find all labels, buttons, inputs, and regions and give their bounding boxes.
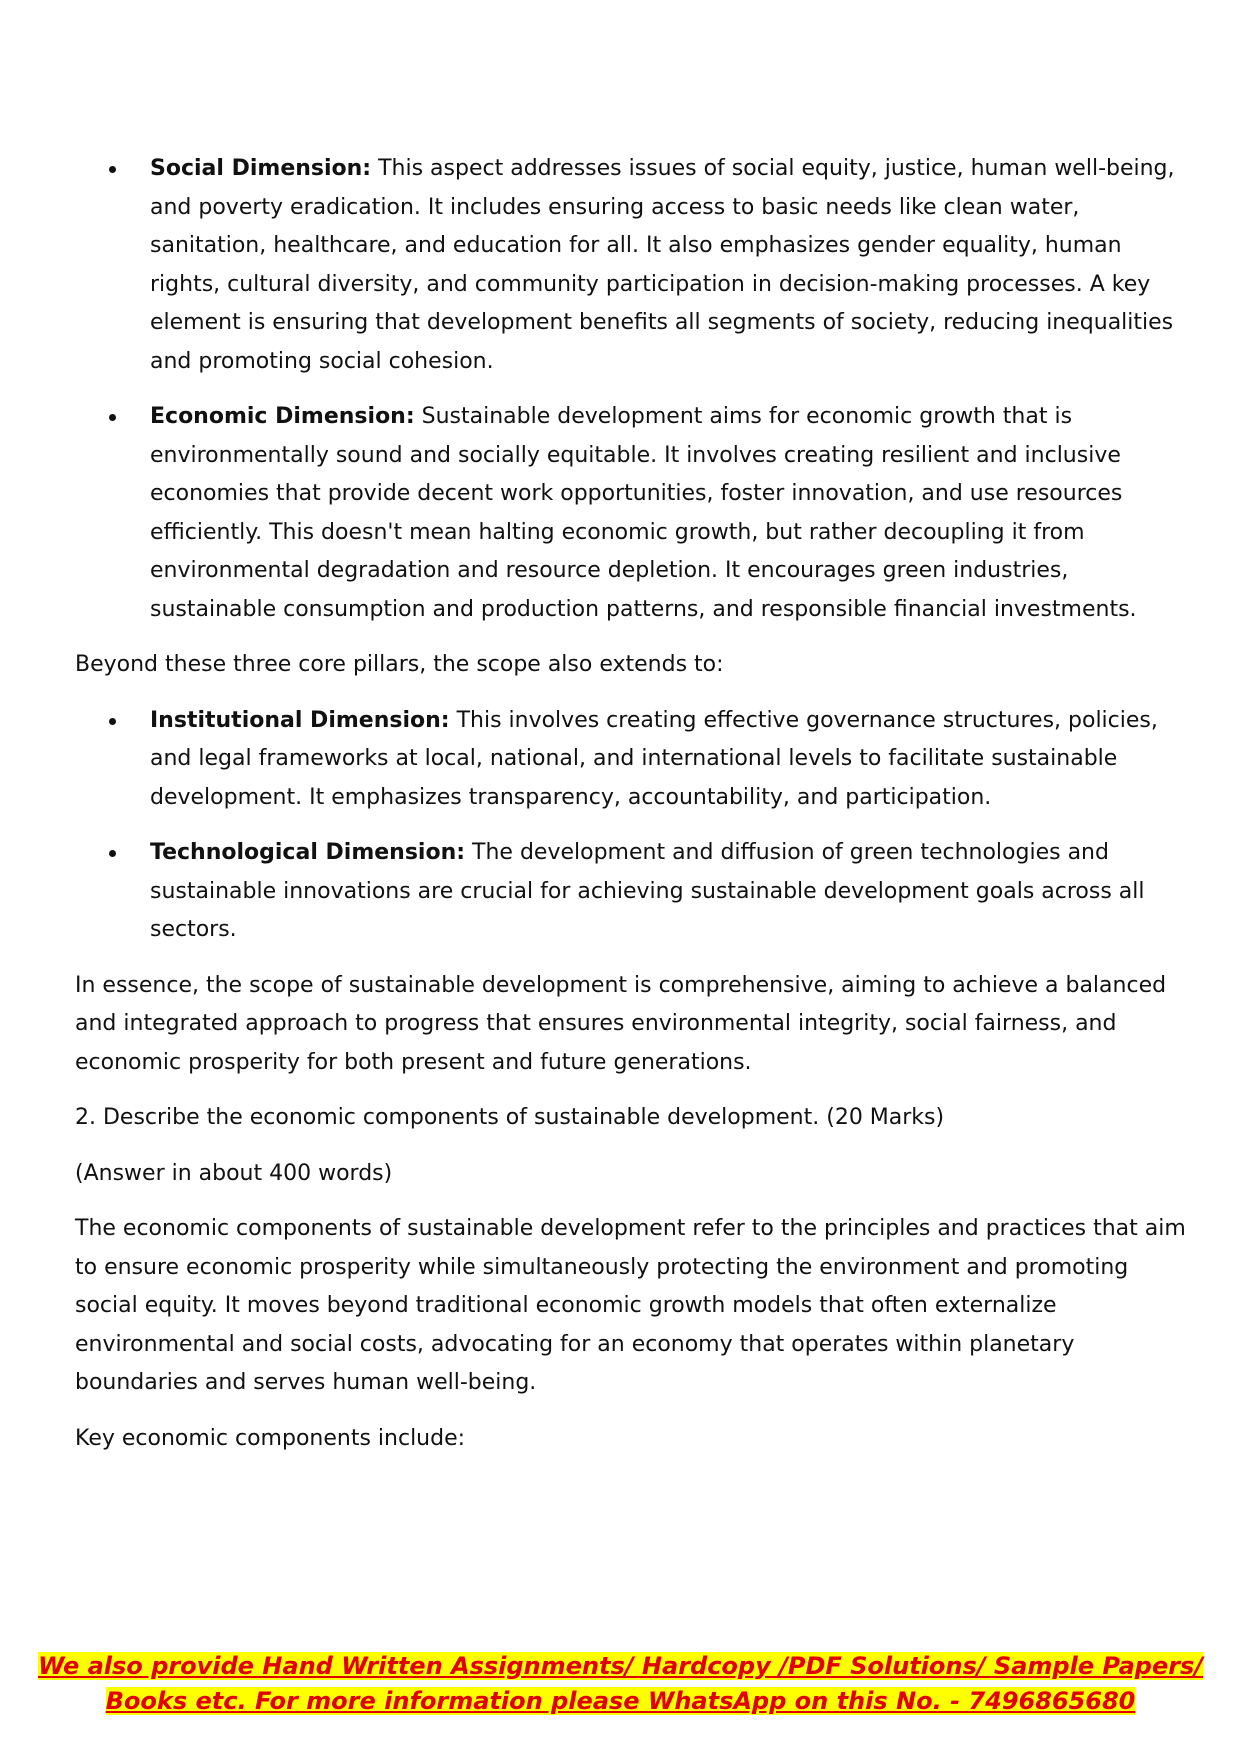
- technological-dimension-label: Technological Dimension:: [150, 840, 466, 865]
- answer-instruction: (Answer in about 400 words): [75, 1160, 393, 1186]
- bullet-icon: [109, 166, 116, 173]
- social-dimension-label: Social Dimension:: [150, 156, 372, 181]
- beyond-pillars-paragraph: Beyond these three core pillars, the scope also extends to:: [75, 652, 724, 677]
- list-item-technological-dimension: [75, 834, 1195, 950]
- bullet-icon: [109, 718, 116, 725]
- document-page: [75, 150, 1195, 1475]
- essence-paragraph: In essence, the scope of sustainable development is comprehensive, aiming to achieve a balanced and integrated approach to progress that ensures environmental integrity, social fairness, and economic prosperity for both present and future generations.: [75, 972, 1167, 1075]
- dimensions-list-extended: [75, 702, 1195, 950]
- promo-line-2: Books etc. For more information please WhatsApp on this No. - 7496865680: [105, 1687, 1136, 1715]
- list-item-economic-dimension: [75, 398, 1195, 629]
- technological-dimension-text: The development and diffusion of green technologies and sustainable innovations are crucial for achieving sustainable development goals across all sectors.: [150, 840, 1145, 942]
- key-components-paragraph: Key economic components include:: [75, 1425, 466, 1451]
- answer-intro-paragraph: The economic components of sustainable development refer to the principles and practices that aim to ensure economic prosperity while simultaneously protecting the environment and promoting social equity. It moves beyond traditional economic growth models that often externalize environmental and social costs, advocating for an economy that operates within planetary boundaries and serves human well-being.: [75, 1216, 1186, 1395]
- institutional-dimension-text: This involves creating effective governance structures, policies, and legal frameworks at local, national, and international levels to facilitate sustainable development. It emphasizes transparency, accountability, and participation.: [150, 707, 1158, 810]
- economic-dimension-text: Sustainable development aims for economic growth that is environmentally sound and socially equitable. It involves creating resilient and inclusive economies that provide decent work opportunities, foster innovation, and use resources efficiently. This doesn't mean halting economic growth, but rather decoupling it from environmental degradation and resource depletion. It encourages green industries, sustainable consumption and production patterns, and responsible financial investments.: [150, 404, 1137, 622]
- list-item-social-dimension: [75, 150, 1195, 381]
- economic-dimension-label: Economic Dimension:: [150, 404, 415, 429]
- social-dimension-text: This aspect addresses issues of social equity, justice, human well-being, and poverty eradication. It includes ensuring access to basic needs like clean water, sanitation, healthcare, and education for all. It also emphasizes gender equality, human rights, cultural diversity, and community participation in decision-making processes. A key element is ensuring that development benefits all segments of society, reducing inequalities and promoting social cohesion.: [150, 156, 1175, 374]
- promo-line-1: We also provide Hand Written Assignments/ Hardcopy /PDF Solutions/ Sample Papers/: [38, 1652, 1203, 1680]
- dimensions-list-core: [75, 150, 1195, 629]
- list-item-institutional-dimension: [75, 702, 1195, 818]
- promo-footer: [0, 1649, 1241, 1719]
- bullet-icon: [109, 414, 116, 421]
- question-heading: 2. Describe the economic components of sustainable development. (20 Marks): [75, 1105, 945, 1130]
- institutional-dimension-label: Institutional Dimension:: [150, 707, 450, 733]
- bullet-icon: [109, 850, 116, 857]
